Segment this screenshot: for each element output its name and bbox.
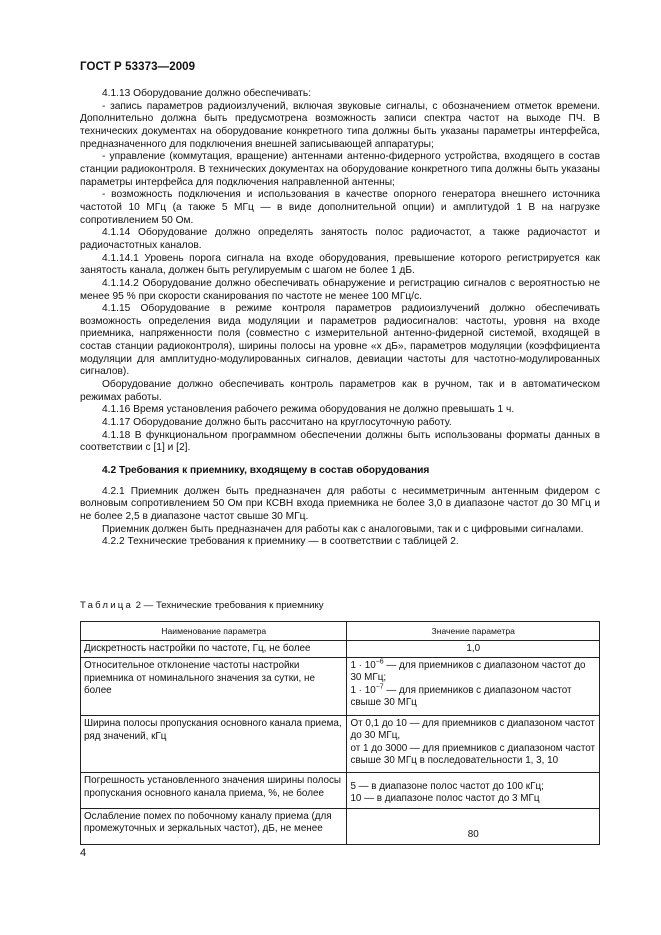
param-name: Погрешность установленного значения ширины полосы пропускания основного канала приема, %, не более [81, 773, 347, 809]
requirements-table [80, 621, 600, 845]
table-caption-word: Таблица [80, 600, 134, 611]
table-caption [80, 600, 324, 611]
param-value: 5 — в диапазоне полос частот до 100 кГц; 10 — в диапазоне полос частот до 3 МГц [347, 773, 600, 809]
param-name: Ширина полосы пропускания основного канала приема, ряд значений, кГц [81, 716, 347, 773]
section-heading: 4.2 Требования к приемнику, входящему в состав оборудования [102, 465, 430, 477]
paragraph: 4.1.14 Оборудование должно определять занятость полос радиочастот, а также радиочастот и радиочастотных каналов. [80, 227, 600, 251]
paragraph: 4.1.16 Время установления рабочего режима оборудования не должно превышать 1 ч. [102, 404, 515, 416]
param-value: 80 [347, 808, 600, 844]
table-row [81, 773, 600, 809]
table-caption-text: 2 — Технические требования к приемнику [133, 600, 324, 611]
value-text: 1 · 10 [350, 684, 376, 696]
value-text: — для приемников с диапазоном частот свыше 30 МГц [350, 684, 572, 709]
document-body [80, 88, 600, 549]
paragraph: - возможность подключения и использования в качестве опорного генератора внешнего источника частотой 10 МГц (а также 5 МГц — в виде дополнительной опции) и амплитудой 1 В на нагрузке сопротивлением 50 Ом. [80, 189, 600, 226]
table-row [81, 640, 600, 658]
table-row [81, 658, 600, 716]
paragraph: 4.1.17 Оборудование должно быть рассчитано на круглосуточную работу. [102, 417, 452, 429]
column-header-parameter: Наименование параметра [81, 622, 347, 641]
page-number: 4 [80, 847, 87, 859]
paragraph: Оборудование должно обеспечивать контроль параметров как в ручном, так и в автоматическом режимах работы. [80, 379, 600, 403]
column-header-value: Значение параметра [347, 622, 600, 641]
paragraph: 4.1.15 Оборудование в режиме контроля параметров радиоизлучений должно обеспечивать возможность определения вида модуляции и параметров радиосигналов: частоты, уровня на входе приемника, напряженности поля (совместно с измерительной антенно-фидерной системой, входящей в состав станции радиоконтроля), ширины полосы на уровне «х дБ», параметров модуляции (коэффициента модуляции для амплитудно-модулированных сигналов, девиации частоты для частотно-модулированных сигналов). [80, 303, 600, 378]
value-text: 1 · 10 [350, 660, 376, 671]
paragraph: 4.1.18 В функциональном программном обеспечении должны быть использованы форматы данных в соответствии с [1] и [2]. [80, 429, 600, 454]
param-value: 1,0 [347, 640, 600, 658]
table-row [81, 716, 600, 773]
param-name: Относительное отклонение частоты настройки приемника от номинального значения за сутки, не более [81, 658, 347, 716]
param-name: Ослабление помех по побочному каналу приема (для промежуточных и зеркальных частот), дБ, не менее [81, 808, 347, 844]
value-text: — для приемников с диапазоном частот до 30 МГц; [350, 660, 586, 684]
table-row [81, 808, 600, 844]
param-value [347, 658, 600, 716]
value-exponent: −6 [375, 658, 384, 666]
value-exponent: −7 [375, 683, 384, 691]
document-header: ГОСТ Р 53373—2009 [80, 61, 196, 73]
paragraph: 4.2.2 Технические требования к приемнику — в соответствии с таблицей 2. [102, 536, 459, 548]
param-name: Дискретность настройки по частоте, Гц, не более [81, 640, 347, 658]
paragraph: - запись параметров радиоизлучений, включая звуковые сигналы, с обозначением отметок времени. Дополнительно должна быть предусмотрена возможность записи спектра частот на выходе ПЧ. В технических документах на оборудование конкретного типа должны быть указаны параметры интерфейса, предназначенного для подключения внешней записывающей аппаратуры; [80, 100, 600, 150]
paragraph: - управление (коммутация, вращение) антеннами антенно-фидерного устройства, входящего в состав станции радиоконтроля. В технических документах на оборудование конкретного типа должны быть указаны параметры интерфейса для подключения направленной антенны; [80, 151, 600, 188]
param-value: От 0,1 до 10 — для приемников с диапазоном частот до 30 МГц, от 1 до 3000 — для приемников с диапазоном частот свыше 30 МГц в последовательности 1, 3, 10 [347, 716, 600, 773]
paragraph: 4.2.1 Приемник должен быть предназначен для работы с несимметричным антенным фидером с волновым сопротивлением 50 Ом при КСВН входа приемника не более 3,0 в диапазоне частот до 30 МГц и не более 2,5 в диапазоне частот свыше 30 МГц. [80, 485, 600, 522]
paragraph: 4.1.14.1 Уровень порога сигнала на входе оборудования, превышение которого регистрируется как занятость канала, должен быть регулируемым с шагом не более 1 дБ. [80, 252, 600, 277]
paragraph: 4.1.13 Оборудование должно обеспечивать: [102, 88, 312, 99]
table-header-row [81, 622, 600, 641]
paragraph: 4.1.14.2 Оборудование должно обеспечивать обнаружение и регистрацию сигналов с вероятностью не менее 95 % при скорости сканирования по частоте не менее 100 МГц/с. [80, 277, 600, 302]
paragraph: Приемник должен быть предназначен для работы как с аналоговыми, так и с цифровыми сигналами. [102, 523, 584, 535]
